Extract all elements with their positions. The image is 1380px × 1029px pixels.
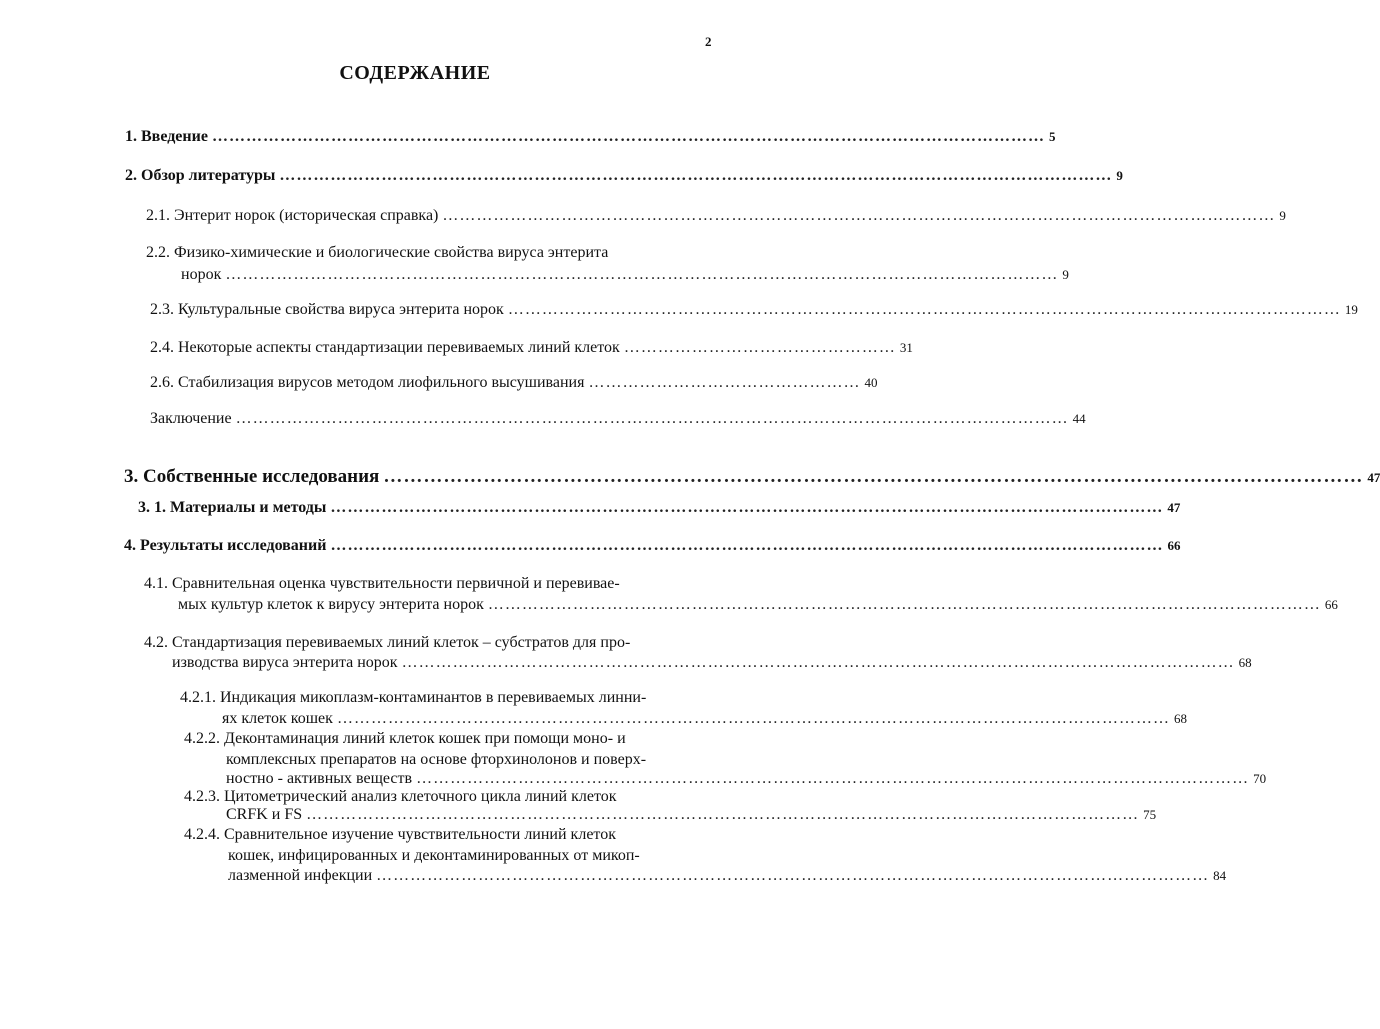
toc-entry-label: 2.6. Стабилизация вирусов методом лиофильного высушивания	[150, 374, 585, 391]
toc-entry-page: 47	[1167, 500, 1181, 515]
toc-entry-label: норок	[181, 266, 222, 283]
toc-leader-dots: …………………………………………………………………………………………………………………………………	[487, 596, 1321, 613]
toc-entry-label: 2.1. Энтерит норок (историческая справка)	[146, 207, 439, 224]
toc-entry-page: 66	[1324, 597, 1338, 612]
toc-leader-dots: …………………………………………………………………………………………………………………………………	[507, 301, 1341, 318]
toc-entry-label: 2. Обзор литературы	[125, 167, 276, 184]
toc-entry-label: CRFK и FS	[226, 806, 303, 823]
toc-entry-4-2-4-line2: кошек, инфицированных и деконтаминированных от микоп-	[228, 847, 640, 864]
toc-entry-page: 40	[864, 375, 878, 390]
toc-leader-dots: …………………………………………………………………………………………………………………………………	[279, 167, 1113, 184]
toc-leader-dots: …………………………………………………………………………………………………………………………………	[383, 466, 1364, 487]
toc-entry-page: 75	[1143, 807, 1157, 822]
toc-entry-4-2-2-line1: 4.2.2. Деконтаминация линий клеток кошек при помощи моно- и	[184, 730, 626, 747]
toc-entry-page: 31	[899, 340, 913, 355]
toc-entry-4-2-2	[226, 770, 1267, 788]
toc-entry-label: 2.3. Культуральные свойства вируса энтерита норок	[150, 301, 504, 318]
toc-entry-2-2	[181, 266, 1069, 284]
toc-leader-dots: …………………………………………………………………………………………………………………………………	[416, 770, 1250, 787]
toc-leader-dots: …………………………………………	[623, 339, 896, 356]
toc-leader-dots: …………………………………………………………………………………………………………………………………	[442, 207, 1276, 224]
toc-entry-page: 9	[1279, 208, 1286, 223]
toc-leader-dots: …………………………………………………………………………………………………………………………………	[401, 654, 1235, 671]
toc-entry-4-1-line1: 4.1. Сравнительная оценка чувствительности первичной и перевивае-	[144, 575, 620, 592]
toc-entry-4-2-1	[222, 710, 1187, 728]
toc-entry-page: 68	[1173, 711, 1187, 726]
toc-leader-dots: …………………………………………………………………………………………………………………………………	[376, 867, 1210, 884]
toc-leader-dots: …………………………………………………………………………………………………………………………………	[225, 266, 1059, 283]
toc-entry-4-1	[178, 596, 1338, 614]
toc-entry-4-2-4	[228, 867, 1227, 885]
toc-entry-page: 9	[1116, 168, 1123, 183]
toc-entry-4-2-3-line1: 4.2.3. Цитометрический анализ клеточного цикла линий клеток	[184, 788, 617, 805]
toc-leader-dots: …………………………………………………………………………………………………………………………………	[235, 410, 1069, 427]
toc-entry-page: 19	[1344, 302, 1358, 317]
toc-leader-dots: …………………………………………………………………………………………………………………………………	[330, 499, 1164, 516]
toc-entry-2-1	[146, 207, 1286, 225]
toc-entry-label: 1. Введение	[125, 128, 208, 145]
toc-entry-literature-review	[125, 167, 1123, 185]
toc-entry-label: лазменной инфекции	[228, 867, 373, 884]
toc-leader-dots: …………………………………………	[588, 374, 861, 391]
toc-entry-label: изводства вируса энтерита норок	[172, 654, 398, 671]
page-number: 2	[705, 34, 712, 49]
toc-entry-own-research	[124, 466, 1380, 488]
toc-entry-label: Заключение	[150, 410, 232, 427]
toc-entry-3-1	[138, 499, 1181, 517]
toc-leader-dots: …………………………………………………………………………………………………………………………………	[336, 710, 1170, 727]
toc-entry-page: 47	[1367, 470, 1380, 485]
page-title: СОДЕРЖАНИЕ	[339, 62, 491, 84]
toc-entry-conclusion	[150, 410, 1086, 428]
toc-entry-label: 2.4. Некоторые аспекты стандартизации перевиваемых линий клеток	[150, 339, 620, 356]
toc-entry-page: 84	[1213, 868, 1227, 883]
toc-entry-label: ях клеток кошек	[222, 710, 333, 727]
toc-entry-page: 9	[1062, 267, 1069, 282]
toc-entry-page: 5	[1048, 129, 1056, 144]
toc-entry-2-6	[150, 374, 878, 392]
toc-entry-label: 3. 1. Материалы и методы	[138, 499, 327, 516]
toc-entry-label: 3. Собственные исследования	[124, 466, 380, 487]
toc-entry-4-2-line1: 4.2. Стандартизация перевиваемых линий клеток – субстратов для про-	[144, 634, 631, 651]
toc-entry-label: мых культур клеток к вирусу энтерита норок	[178, 596, 484, 613]
toc-entry-4-2-1-line1: 4.2.1. Индикация микоплазм-контаминантов в перевиваемых линни-	[180, 689, 647, 706]
toc-entry-2-3	[150, 301, 1358, 319]
toc-entry-label: 4. Результаты исследований	[124, 537, 327, 554]
toc-entry-page: 70	[1253, 771, 1267, 786]
toc-entry-4-2-3	[226, 806, 1157, 824]
toc-entry-2-2-line1: 2.2. Физико-химические и биологические свойства вируса энтерита	[146, 244, 609, 261]
toc-entry-4-2	[172, 654, 1252, 672]
toc-leader-dots: …………………………………………………………………………………………………………………………………	[211, 128, 1045, 145]
toc-leader-dots: …………………………………………………………………………………………………………………………………	[306, 806, 1140, 823]
toc-entry-page: 66	[1167, 538, 1181, 553]
toc-entry-page: 44	[1072, 411, 1086, 426]
toc-leader-dots: …………………………………………………………………………………………………………………………………	[330, 537, 1164, 554]
toc-entry-4-2-4-line1: 4.2.4. Сравнительное изучение чувствительности линий клеток	[184, 826, 616, 843]
toc-entry-page: 68	[1238, 655, 1252, 670]
toc-entry-results	[124, 537, 1181, 555]
toc-entry-label: ностно - активных веществ	[226, 770, 413, 787]
toc-entry-2-4	[150, 339, 913, 357]
toc-entry-4-2-2-line2: комплексных препаратов на основе фторхинолонов и поверх-	[226, 751, 647, 768]
toc-entry-introduction	[125, 128, 1056, 146]
